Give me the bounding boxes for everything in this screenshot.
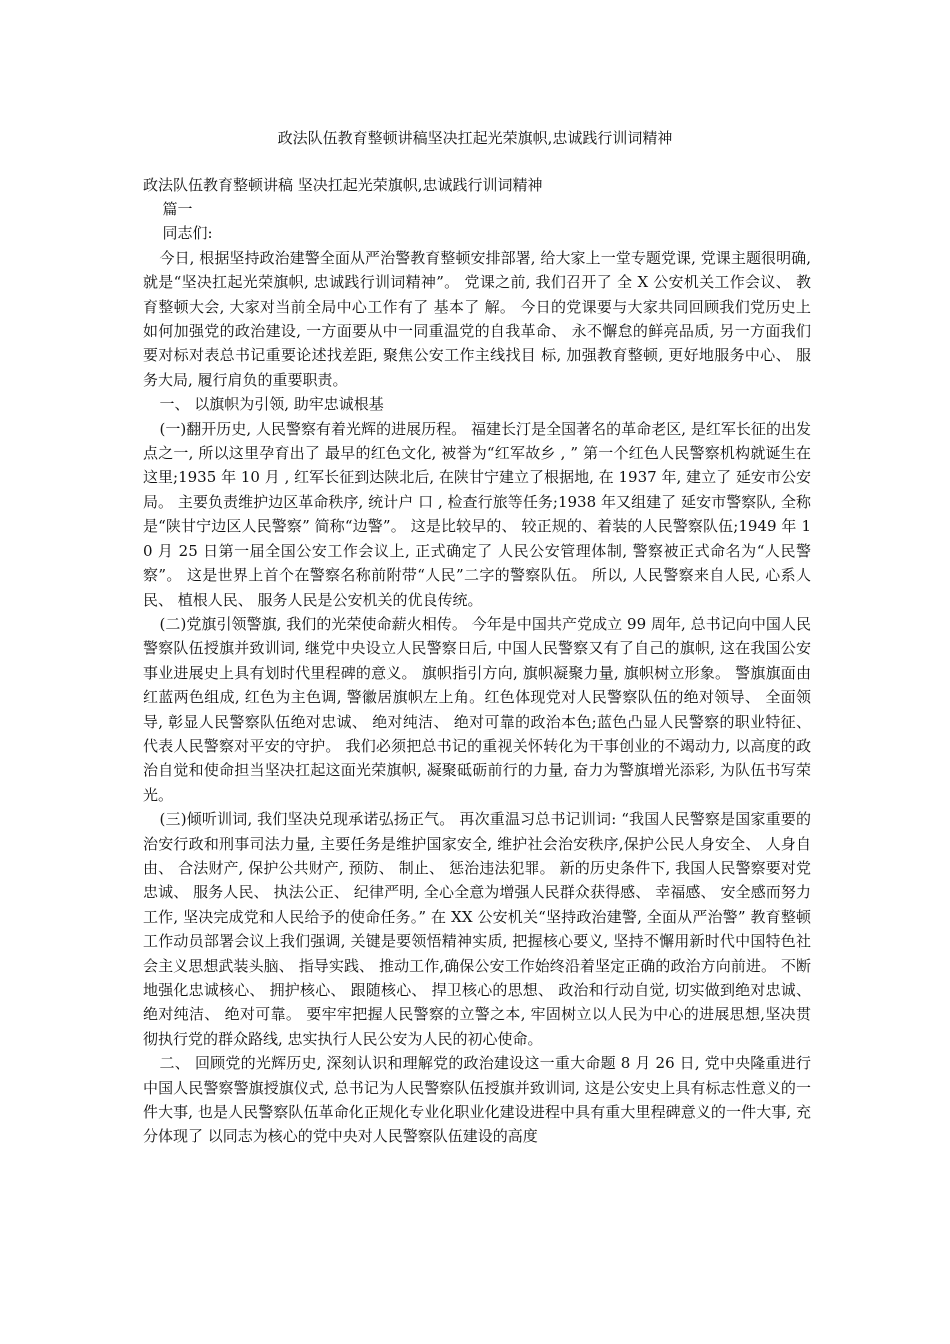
paragraph-instructions: (三)倾听训词, 我们坚决兑现承诺弘扬正气。 再次重温习总书记训词: “我国人民警察是国家重要的治安行政和刑事司法力量, 主要任务是维护国家安全, 维护社会治安秩序,保护公民人身安全、 人身自 由、 合法财产, 保护公共财产, 预防、 制止、 惩治违法犯罪。 新的历史条件下, 我国人民警察要对党忠诚、 服务人民、 执法公正、 纪律严明, 全心全意为增强人民群众获得感、 幸福感、 安全感而努力工作, 坚决完成党和人民给予的使命任务。” 在 XX 公安机关“坚持政治建警, 全面从严治警” 教育整顿工作动员部署会议上我们强调, 关键是要领悟精神实质, 把握核心要义, 坚持不懈用新时代中国特色社会主义思想武装头脑、 指导实践、 推动工作,确保公安工作始终沿着坚定正确的政治方向前进。 不断地强化忠诚核心、 拥护核心、 跟随核心、 捍卫核心的思想、 政治和行动自觉, 切实做到绝对忠诚、 绝对纯洁、 绝对可靠。 要牢牢把握人民警察的立警之本, 牢固树立以人民为中心的进展思想,坚决贯彻执行党的群众路线, 忠实执行人民公安为人民的初心使命。 [143,810,811,1048]
greeting: 同志们: [162,224,213,243]
section-heading-2: 二、 回顾党的光辉历史, 深刻认识和理解党的政治建设这一重大命题 8 月 26 日, 党中央隆重进行中国人民警察警旗授旗仪式, 总书记为人民警察队伍授旗并致训词, 这是公安史上具有标志性意义的一件大事, 也是人民警察队伍革命化正规化专业化职业化建设进程中具有重大里程碑意义的一件大事, 充分体现了 以同志为核心的党中央对人民警察队伍建设的高度 [143,1054,811,1146]
paragraph-flag: (二)党旗引领警旗, 我们的光荣使命薪火相传。 今年是中国共产党成立 99 周年, 总书记向中国人民警察队伍授旗并致训词, 继党中央设立人民警察日后, 中国人民警察又有了自己的旗帜, 这在我国公安事业进展史上具有划时代里程碑的意义。 旗帜指引方向, 旗帜凝聚力量, 旗帜树立形象。 警旗旗面由红蓝两色组成, 红色为主色调, 警徽居旗帜左上角。红色体现党对人民警察队伍的绝对领导、 全面领导, 彰显人民警察队伍绝对忠诚、 绝对纯洁、 绝对可靠的政治本色;蓝色凸显人民警察的职业特征、 代表人民警察对平安的守护。 我们必须把总书记的重视关怀转化为干事创业的不竭动力, 以高度的政治自觉和使命担当坚决扛起这面光荣旗帜, 凝聚砥砺前行的力量, 奋力为警旗增光添彩, 为队伍书写荣光。 [143,614,811,804]
page-title: 政法队伍教育整顿讲稿坚决扛起光荣旗帜,忠诚践行训词精神 [277,129,673,147]
section-heading-1: 一、 以旗帜为引领, 助牢忠诚根基 [159,395,384,414]
paragraph-intro: 今日, 根据坚持政治建警全面从严治警教育整顿安排部署, 给大家上一堂专题党课, 党课主题很明确, 就是“坚决扛起光荣旗帜, 忠诚践行训词精神”。 党课之前, 我们召开了 全 X 公安机关工作会议、 教育整顿大会, 大家对当前全局中心工作有了 基本了 解。 今日的党课要与大家共同回顾我们党历史上如何加强党的政治建设, 一方面要从中一同重温党的自我革命、 永不懈怠的鲜亮品质, 另一方面我们要对标对表总书记重要论述找差距, 聚焦公安工作主线找目 标, 加强教育整顿, 更好地服务中心、 服务大局, 履行肩负的重要职责。 [143,248,811,389]
document-heading: 政法队伍教育整顿讲稿 坚决扛起光荣旗帜,忠诚践行训词精神 [143,176,543,194]
paragraph-history: (一)翻开历史, 人民警察有着光辉的进展历程。 福建长汀是全国著名的革命老区, 是红军长征的出发点之一, 所以这里孕育出了 最早的红色文化, 被誉为“红军故乡 , ” 第一个红色人民警察机构就诞生在这里;1935 年 10 月 , 红军长征到达陕北后, 在陕甘宁建立了根据地, 在 1937 年, 建立了 延安市公安局。 主要负责维护边区革命秩序, 统计户 口 , 检查行旅等任务;1938 年又组建了 延安市警察队, 全称是“陕甘宁边区人民警察” 简称“边警”。 这是比较早的、 较正规的、着装的人民警察队伍;1949 年 10 月 25 日第一届全国公安工作会议上, 正式确定了 人民公安管理体制, 警察被正式命名为“人民警察”。 这是世界上首个在警察名称前附带“人民”二字的警察队伍。 所以, 人民警察来自人民, 心系人民、 植根人民、 服务人民是公安机关的优良传统。 [143,419,811,609]
part-label: 篇一 [162,200,193,218]
document-body [143,173,811,1149]
